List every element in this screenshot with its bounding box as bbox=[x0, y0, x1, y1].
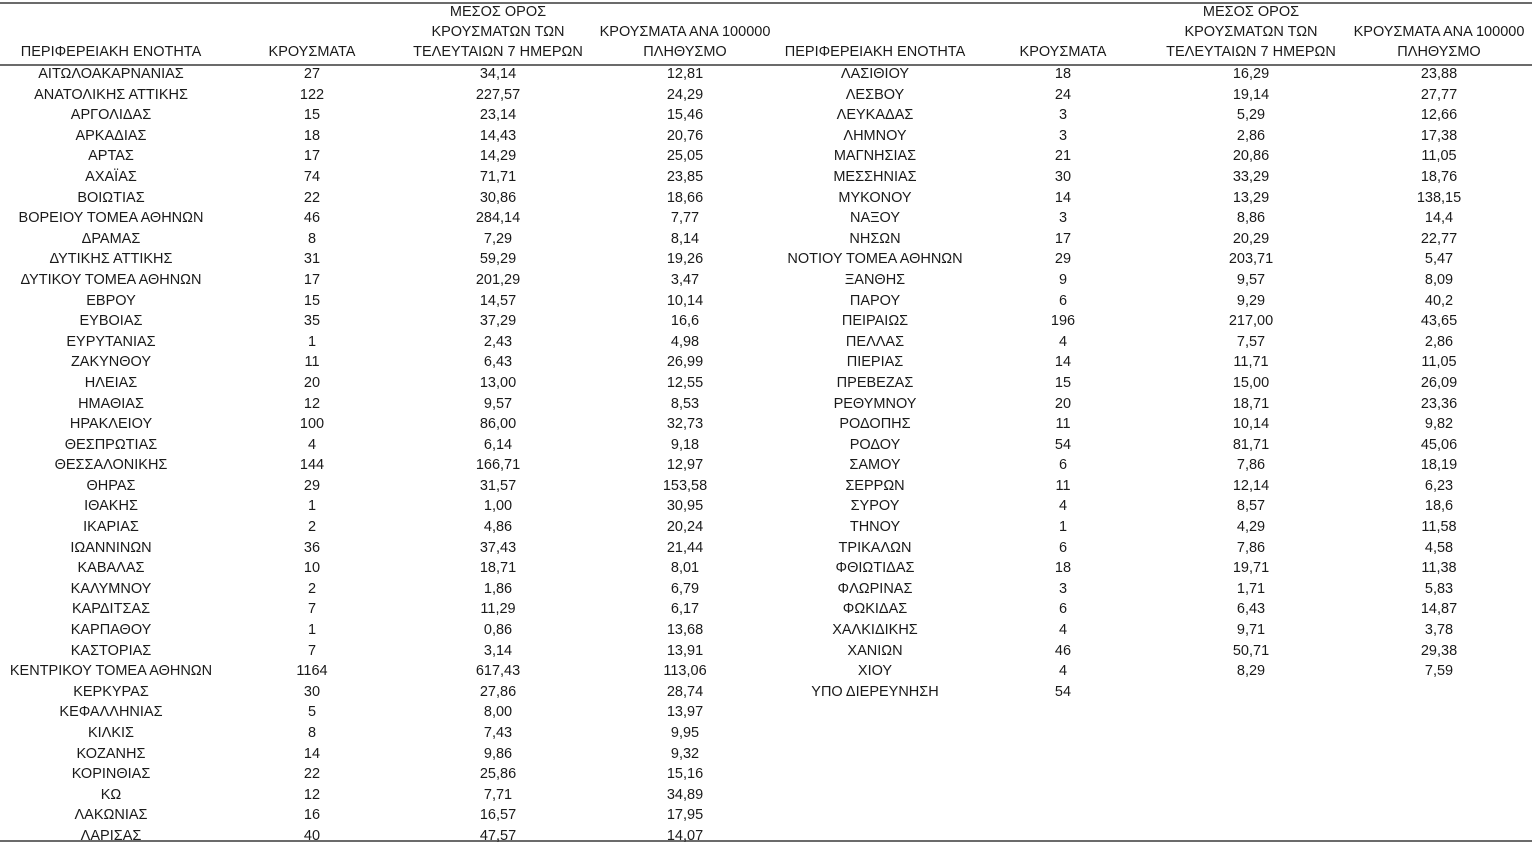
avg-cell: 37,29 bbox=[479, 313, 517, 330]
avg-cell: 9,71 bbox=[1236, 622, 1266, 639]
cases-cell: 1 bbox=[307, 622, 317, 639]
cases-cell: 122 bbox=[299, 86, 325, 103]
header-cases-right: ΚΡΟΥΣΜΑΤΑ bbox=[1019, 44, 1107, 60]
per100k-cell: 3,47 bbox=[670, 271, 700, 288]
per100k-cell: 18,6 bbox=[1424, 498, 1454, 515]
per100k-cell: 24,29 bbox=[666, 86, 704, 103]
avg-cell: 7,57 bbox=[1236, 333, 1266, 350]
region-cell: ΝΟΤΙΟΥ ΤΟΜΕΑ ΑΘΗΝΩΝ bbox=[787, 251, 963, 268]
per100k-cell: 40,2 bbox=[1424, 292, 1454, 309]
per100k-cell: 20,24 bbox=[666, 519, 704, 536]
column-region-right bbox=[775, 64, 975, 702]
avg-cell: 7,71 bbox=[483, 786, 513, 803]
cases-cell: 17 bbox=[303, 271, 321, 288]
avg-cell: 0,86 bbox=[483, 622, 513, 639]
per100k-cell: 4,98 bbox=[670, 333, 700, 350]
avg-cell: 9,57 bbox=[483, 395, 513, 412]
region-cell: ΠΕΙΡΑΙΩΣ bbox=[841, 313, 909, 330]
avg-cell: 81,71 bbox=[1232, 436, 1270, 453]
cases-cell: 20 bbox=[303, 374, 321, 391]
region-cell: ΚΕΦΑΛΛΗΝΙΑΣ bbox=[59, 704, 163, 721]
cases-cell: 31 bbox=[303, 251, 321, 268]
cases-cell: 11 bbox=[1055, 416, 1071, 433]
avg-cell bbox=[1151, 682, 1351, 703]
region-cell: ΒΟΙΩΤΙΑΣ bbox=[77, 189, 145, 206]
cases-cell: 4 bbox=[1058, 498, 1068, 515]
per100k-cell: 9,95 bbox=[670, 725, 700, 741]
cases-cell: 15 bbox=[303, 292, 321, 309]
region-cell: ΙΩΑΝΝΙΝΩΝ bbox=[70, 539, 152, 556]
region-cell: ΜΥΚΟΝΟΥ bbox=[838, 189, 912, 206]
cases-cell: 4 bbox=[1058, 333, 1068, 350]
per100k-cell: 5,47 bbox=[1424, 251, 1454, 268]
column-avg-right bbox=[1151, 64, 1351, 702]
per100k-cell: 18,76 bbox=[1420, 168, 1458, 185]
avg-cell: 10,14 bbox=[1232, 416, 1270, 433]
per100k-cell: 20,76 bbox=[666, 127, 704, 144]
per100k-cell: 2,86 bbox=[1424, 333, 1454, 350]
avg-cell: 20,86 bbox=[1232, 148, 1270, 165]
region-cell: ΜΕΣΣΗΝΙΑΣ bbox=[833, 168, 917, 185]
per100k-cell: 5,83 bbox=[1424, 580, 1454, 597]
region-cell: ΥΠΟ ΔΙΕΡΕΥΝΗΣΗ bbox=[811, 683, 939, 700]
region-cell: ΘΕΣΠΡΩΤΙΑΣ bbox=[64, 436, 158, 453]
avg-cell: 201,29 bbox=[475, 271, 521, 288]
per100k-cell: 8,14 bbox=[670, 230, 700, 247]
cases-cell: 1 bbox=[307, 333, 317, 350]
cases-cell: 20 bbox=[1054, 395, 1072, 412]
region-cell: ΔΡΑΜΑΣ bbox=[81, 230, 141, 247]
avg-cell: 31,57 bbox=[479, 477, 517, 494]
avg-cell: 7,29 bbox=[483, 230, 513, 247]
per100k-cell: 7,77 bbox=[670, 210, 700, 227]
avg-cell: 16,29 bbox=[1232, 66, 1270, 82]
avg-cell: 18,71 bbox=[479, 560, 517, 577]
cases-cell: 1 bbox=[1058, 519, 1068, 536]
region-cell: ΛΑΚΩΝΙΑΣ bbox=[74, 807, 148, 824]
avg-cell: 6,43 bbox=[1236, 601, 1266, 618]
region-cell: ΤΗΝΟΥ bbox=[849, 519, 901, 536]
cases-cell: 6 bbox=[1058, 292, 1068, 309]
cases-cell: 12 bbox=[303, 786, 321, 803]
cases-cell: 6 bbox=[1058, 539, 1068, 556]
cases-cell: 46 bbox=[303, 210, 321, 227]
region-cell: ΙΘΑΚΗΣ bbox=[84, 498, 138, 515]
cases-cell: 4 bbox=[1058, 622, 1068, 639]
cases-cell: 3 bbox=[1058, 127, 1068, 144]
region-cell: ΛΑΣΙΘΙΟΥ bbox=[840, 66, 910, 82]
region-cell: ΙΚΑΡΙΑΣ bbox=[83, 519, 139, 536]
cases-cell: 196 bbox=[1050, 313, 1076, 330]
region-cell: ΧΙΟΥ bbox=[857, 663, 893, 680]
header-per100k-left: ΚΡΟΥΣΜΑΤΑ ΑΝΑ 100000 ΠΛΗΘΥΣΜΟ bbox=[599, 24, 771, 60]
per100k-cell: 4,58 bbox=[1424, 539, 1454, 556]
avg-cell: 27,86 bbox=[479, 683, 517, 700]
avg-cell: 9,86 bbox=[483, 745, 513, 762]
avg-cell: 14,57 bbox=[479, 292, 517, 309]
cases-cell: 14 bbox=[1054, 189, 1072, 206]
per100k-cell: 8,01 bbox=[670, 560, 700, 577]
cases-cell: 144 bbox=[299, 457, 325, 474]
avg-cell: 166,71 bbox=[475, 457, 521, 474]
region-cell: ΡΕΘΥΜΝΟΥ bbox=[833, 395, 917, 412]
avg-cell: 37,43 bbox=[479, 539, 517, 556]
avg-cell: 16,57 bbox=[479, 807, 517, 824]
region-cell: ΕΥΡΥΤΑΝΙΑΣ bbox=[66, 333, 156, 350]
avg-cell: 1,86 bbox=[483, 580, 513, 597]
per100k-cell: 12,81 bbox=[666, 66, 704, 82]
cases-cell: 29 bbox=[303, 477, 321, 494]
region-cell: ΝΗΣΩΝ bbox=[849, 230, 901, 247]
region-cell: ΧΑΛΚΙΔΙΚΗΣ bbox=[832, 622, 918, 639]
per100k-cell: 6,23 bbox=[1424, 477, 1454, 494]
cases-cell: 30 bbox=[303, 683, 321, 700]
per100k-cell: 12,55 bbox=[666, 374, 704, 391]
region-cell: ΗΛΕΙΑΣ bbox=[84, 374, 138, 391]
header-per100k-right: ΚΡΟΥΣΜΑΤΑ ΑΝΑ 100000 ΠΛΗΘΥΣΜΟ bbox=[1353, 24, 1525, 60]
avg-cell: 4,86 bbox=[483, 519, 513, 536]
region-cell: ΚΑΒΑΛΑΣ bbox=[77, 560, 145, 577]
region-cell: ΚΟΡΙΝΘΙΑΣ bbox=[71, 766, 151, 783]
avg-cell: 11,29 bbox=[480, 601, 516, 618]
per100k-cell: 14,4 bbox=[1424, 210, 1454, 227]
region-cell: ΤΡΙΚΑΛΩΝ bbox=[838, 539, 912, 556]
column-cases-left bbox=[222, 64, 402, 847]
avg-cell: 71,71 bbox=[479, 168, 517, 185]
cases-cell: 12 bbox=[303, 395, 321, 412]
cases-cell: 6 bbox=[1058, 601, 1068, 618]
avg-cell: 227,57 bbox=[475, 86, 521, 103]
avg-cell: 9,29 bbox=[1236, 292, 1266, 309]
per100k-cell: 11,38 bbox=[1421, 560, 1457, 577]
cases-cell: 8 bbox=[307, 725, 317, 741]
avg-cell: 12,14 bbox=[1232, 477, 1270, 494]
per100k-cell: 23,88 bbox=[1420, 66, 1458, 82]
avg-cell: 8,00 bbox=[483, 704, 513, 721]
region-cell: ΦΩΚΙΔΑΣ bbox=[842, 601, 908, 618]
per100k-cell: 22,77 bbox=[1420, 230, 1458, 247]
cases-cell: 14 bbox=[303, 745, 321, 762]
avg-cell: 50,71 bbox=[1232, 642, 1270, 659]
region-cell: ΡΟΔΟΠΗΣ bbox=[839, 416, 911, 433]
per100k-cell: 6,79 bbox=[670, 580, 700, 597]
region-cell: ΜΑΓΝΗΣΙΑΣ bbox=[833, 148, 917, 165]
per100k-cell: 8,53 bbox=[670, 395, 700, 412]
cases-cell: 15 bbox=[303, 107, 321, 124]
avg-cell: 8,29 bbox=[1236, 663, 1266, 680]
region-cell: ΒΟΡΕΙΟΥ ΤΟΜΕΑ ΑΘΗΝΩΝ bbox=[18, 210, 204, 227]
per100k-cell: 16,6 bbox=[670, 313, 700, 330]
cases-cell: 27 bbox=[303, 66, 321, 82]
cases-cell: 14 bbox=[1054, 354, 1072, 371]
region-cell: ΛΕΣΒΟΥ bbox=[845, 86, 905, 103]
per100k-cell: 19,26 bbox=[666, 251, 704, 268]
column-avg-left bbox=[402, 64, 594, 847]
avg-cell: 6,43 bbox=[483, 354, 513, 371]
cases-cell: 3 bbox=[1058, 580, 1068, 597]
cases-cell: 54 bbox=[1054, 683, 1072, 700]
region-cell: ΠΙΕΡΙΑΣ bbox=[846, 354, 904, 371]
avg-cell: 2,86 bbox=[1236, 127, 1266, 144]
cases-cell: 16 bbox=[303, 807, 321, 824]
avg-cell: 8,57 bbox=[1236, 498, 1266, 515]
region-cell: ΗΡΑΚΛΕΙΟΥ bbox=[69, 416, 153, 433]
region-cell: ΚΕΡΚΥΡΑΣ bbox=[73, 683, 149, 700]
region-cell: ΛΑΡΙΣΑΣ bbox=[80, 827, 142, 844]
per100k-cell: 13,97 bbox=[666, 704, 704, 721]
per100k-cell: 11,05 bbox=[1421, 148, 1457, 165]
per100k-cell: 10,14 bbox=[666, 292, 704, 309]
per100k-cell: 14,87 bbox=[1420, 601, 1458, 618]
cases-cell: 2 bbox=[307, 580, 317, 597]
region-cell: ΚΕΝΤΡΙΚΟΥ ΤΟΜΕΑ ΑΘΗΝΩΝ bbox=[9, 663, 213, 680]
region-cell: ΘΗΡΑΣ bbox=[86, 477, 136, 494]
region-cell: ΛΕΥΚΑΔΑΣ bbox=[836, 107, 914, 124]
region-cell: ΚΙΛΚΙΣ bbox=[87, 725, 135, 741]
per100k-cell: 43,65 bbox=[1420, 313, 1458, 330]
avg-cell: 217,00 bbox=[1228, 313, 1274, 330]
region-cell: ΠΕΛΛΑΣ bbox=[845, 333, 905, 350]
per100k-cell: 23,36 bbox=[1420, 395, 1458, 412]
cases-cell: 36 bbox=[303, 539, 321, 556]
cases-cell: 5 bbox=[307, 704, 317, 721]
per100k-cell: 138,15 bbox=[1416, 189, 1462, 206]
per100k-cell: 13,68 bbox=[666, 622, 704, 639]
avg-cell: 15,00 bbox=[1232, 374, 1270, 391]
region-cell: ΛΗΜΝΟΥ bbox=[843, 127, 907, 144]
region-cell: ΑΡΚΑΔΙΑΣ bbox=[75, 127, 147, 144]
region-cell: ΑΡΤΑΣ bbox=[88, 148, 134, 165]
avg-cell: 3,14 bbox=[483, 642, 513, 659]
cases-cell: 22 bbox=[303, 189, 321, 206]
cases-cell: 46 bbox=[1054, 642, 1072, 659]
region-cell: ΑΧΑΪΑΣ bbox=[85, 168, 137, 185]
column-per100k-left bbox=[590, 64, 780, 847]
avg-cell: 7,86 bbox=[1236, 539, 1266, 556]
per100k-cell: 7,59 bbox=[1424, 663, 1454, 680]
region-cell: ΠΡΕΒΕΖΑΣ bbox=[836, 374, 914, 391]
avg-cell: 19,14 bbox=[1232, 86, 1270, 103]
avg-cell: 14,43 bbox=[479, 127, 517, 144]
region-cell: ΣΥΡΟΥ bbox=[850, 498, 900, 515]
avg-cell: 8,86 bbox=[1236, 210, 1266, 227]
per100k-cell: 12,97 bbox=[666, 457, 704, 474]
avg-cell: 7,86 bbox=[1236, 457, 1266, 474]
cases-cell: 40 bbox=[303, 827, 321, 844]
region-cell: ΦΘΙΩΤΙΔΑΣ bbox=[835, 560, 915, 577]
cases-cell: 10 bbox=[303, 560, 321, 577]
cases-cell: 100 bbox=[299, 416, 325, 433]
region-cell: ΚΑΣΤΟΡΙΑΣ bbox=[70, 642, 152, 659]
region-cell: ΘΕΣΣΑΛΟΝΙΚΗΣ bbox=[54, 457, 168, 474]
per100k-cell bbox=[1342, 682, 1536, 703]
per100k-cell: 17,95 bbox=[666, 807, 704, 824]
region-cell: ΑΡΓΟΛΙΔΑΣ bbox=[70, 107, 152, 124]
region-cell: ΝΑΞΟΥ bbox=[849, 210, 901, 227]
per100k-cell: 3,78 bbox=[1424, 622, 1454, 639]
avg-cell: 4,29 bbox=[1236, 519, 1266, 536]
avg-cell: 1,00 bbox=[483, 498, 513, 515]
region-cell: ΖΑΚΥΝΘΟΥ bbox=[70, 354, 152, 371]
cases-cell: 17 bbox=[1054, 230, 1072, 247]
cases-cell: 11 bbox=[1055, 477, 1071, 494]
cases-cell: 4 bbox=[1058, 663, 1068, 680]
avg-cell: 59,29 bbox=[479, 251, 517, 268]
region-cell: ΚΩ bbox=[100, 786, 122, 803]
per100k-cell: 30,95 bbox=[666, 498, 704, 515]
avg-cell: 203,71 bbox=[1228, 251, 1274, 268]
per100k-cell: 23,85 bbox=[666, 168, 704, 185]
cases-cell: 3 bbox=[1058, 107, 1068, 124]
region-cell: ΔΥΤΙΚΟΥ ΤΟΜΕΑ ΑΘΗΝΩΝ bbox=[20, 271, 202, 288]
cases-cell: 35 bbox=[303, 313, 321, 330]
avg-cell: 23,14 bbox=[479, 107, 517, 124]
column-cases-right bbox=[975, 64, 1151, 702]
per100k-cell: 6,17 bbox=[670, 601, 700, 618]
per100k-cell: 45,06 bbox=[1420, 436, 1458, 453]
per100k-cell: 26,09 bbox=[1420, 374, 1458, 391]
cases-cell: 18 bbox=[303, 127, 321, 144]
avg-cell: 30,86 bbox=[479, 189, 517, 206]
region-cell: ΚΟΖΑΝΗΣ bbox=[76, 745, 146, 762]
cases-cell: 6 bbox=[1058, 457, 1068, 474]
avg-cell: 2,43 bbox=[483, 333, 513, 350]
region-cell: ΑΝΑΤΟΛΙΚΗΣ ΑΤΤΙΚΗΣ bbox=[34, 86, 188, 103]
region-cell: ΞΑΝΘΗΣ bbox=[844, 271, 906, 288]
region-cell: ΣΕΡΡΩΝ bbox=[845, 477, 905, 494]
avg-cell: 47,57 bbox=[479, 827, 517, 844]
avg-cell: 6,14 bbox=[483, 436, 513, 453]
per100k-cell: 11,05 bbox=[1421, 354, 1457, 371]
region-cell: ΗΜΑΘΙΑΣ bbox=[78, 395, 144, 412]
per100k-cell: 25,05 bbox=[666, 148, 704, 165]
region-cell: ΠΑΡΟΥ bbox=[849, 292, 901, 309]
per100k-cell: 9,32 bbox=[670, 745, 700, 762]
per100k-cell: 28,74 bbox=[666, 683, 704, 700]
region-cell: ΣΑΜΟΥ bbox=[849, 457, 901, 474]
per100k-cell: 9,18 bbox=[670, 436, 700, 453]
avg-cell: 1,71 bbox=[1236, 580, 1266, 597]
cases-cell: 1 bbox=[307, 498, 317, 515]
region-cell: ΔΥΤΙΚΗΣ ΑΤΤΙΚΗΣ bbox=[49, 251, 173, 268]
region-cell: ΧΑΝΙΩΝ bbox=[847, 642, 903, 659]
cases-cell: 18 bbox=[1054, 560, 1072, 577]
avg-cell: 11,71 bbox=[1233, 354, 1269, 371]
per100k-cell: 18,66 bbox=[666, 189, 704, 206]
per100k-cell: 26,99 bbox=[666, 354, 704, 371]
cases-cell: 7 bbox=[307, 601, 317, 618]
avg-cell: 617,43 bbox=[475, 663, 521, 680]
header-cases-left: ΚΡΟΥΣΜΑΤΑ bbox=[268, 44, 356, 60]
cases-cell: 3 bbox=[1058, 210, 1068, 227]
avg-cell: 13,00 bbox=[479, 374, 517, 391]
avg-cell: 20,29 bbox=[1232, 230, 1270, 247]
per100k-cell: 21,44 bbox=[666, 539, 704, 556]
region-cell: ΕΒΡΟΥ bbox=[86, 292, 136, 309]
avg-cell: 9,57 bbox=[1236, 271, 1266, 288]
cases-cell: 15 bbox=[1054, 374, 1072, 391]
per100k-cell: 113,06 bbox=[663, 663, 707, 680]
cases-cell: 24 bbox=[1054, 86, 1072, 103]
avg-cell: 13,29 bbox=[1232, 189, 1270, 206]
avg-cell: 34,14 bbox=[479, 66, 517, 82]
per100k-cell: 15,46 bbox=[666, 107, 704, 124]
avg-cell: 284,14 bbox=[475, 210, 521, 227]
cases-cell: 21 bbox=[1054, 148, 1072, 165]
avg-cell: 25,86 bbox=[479, 766, 517, 783]
cases-cell: 30 bbox=[1054, 168, 1072, 185]
cases-cell: 17 bbox=[303, 148, 321, 165]
per100k-cell: 11,58 bbox=[1421, 519, 1457, 536]
header-region-left: ΠΕΡΙΦΕΡΕΙΑΚΗ ΕΝΟΤΗΤΑ bbox=[20, 44, 202, 60]
per100k-cell: 15,16 bbox=[666, 766, 704, 783]
per100k-cell: 34,89 bbox=[666, 786, 704, 803]
cases-cell: 7 bbox=[307, 642, 317, 659]
per100k-cell: 8,09 bbox=[1424, 271, 1454, 288]
region-cell: ΚΑΛΥΜΝΟΥ bbox=[70, 580, 152, 597]
cases-cell: 29 bbox=[1054, 251, 1072, 268]
cases-cell: 9 bbox=[1058, 271, 1068, 288]
cases-cell: 4 bbox=[307, 436, 317, 453]
per100k-cell: 27,77 bbox=[1420, 86, 1458, 103]
cases-cell: 74 bbox=[303, 168, 321, 185]
avg-cell: 18,71 bbox=[1232, 395, 1270, 412]
region-cell: ΑΙΤΩΛΟΑΚΑΡΝΑΝΙΑΣ bbox=[38, 66, 184, 82]
avg-cell: 14,29 bbox=[479, 148, 517, 165]
per100k-cell: 18,19 bbox=[1420, 457, 1458, 474]
header-region-right: ΠΕΡΙΦΕΡΕΙΑΚΗ ΕΝΟΤΗΤΑ bbox=[784, 44, 966, 60]
per100k-cell: 13,91 bbox=[666, 642, 704, 659]
per100k-cell: 14,07 bbox=[666, 827, 704, 844]
avg-cell: 33,29 bbox=[1232, 168, 1270, 185]
cases-cell: 22 bbox=[303, 766, 321, 783]
column-per100k-right bbox=[1342, 64, 1536, 702]
per100k-cell: 153,58 bbox=[662, 477, 708, 494]
cases-cell: 11 bbox=[304, 354, 320, 371]
cases-cell: 1164 bbox=[296, 663, 328, 680]
cases-cell: 2 bbox=[307, 519, 317, 536]
cases-cell: 8 bbox=[307, 230, 317, 247]
header-avg-left: ΜΕΣΟΣ ΟΡΟΣ ΚΡΟΥΣΜΑΤΩΝ ΤΩΝ ΤΕΛΕΥΤΑΙΩΝ 7 ΗΜΕΡΩΝ bbox=[413, 4, 583, 60]
region-cell: ΡΟΔΟΥ bbox=[849, 436, 901, 453]
per100k-cell: 9,82 bbox=[1424, 416, 1454, 433]
avg-cell: 19,71 bbox=[1232, 560, 1270, 577]
avg-cell: 7,43 bbox=[483, 725, 513, 741]
region-cell: ΚΑΡΠΑΘΟΥ bbox=[70, 622, 152, 639]
avg-cell: 86,00 bbox=[479, 416, 517, 433]
region-cell: ΚΑΡΔΙΤΣΑΣ bbox=[71, 601, 151, 618]
per100k-cell: 12,66 bbox=[1420, 107, 1458, 124]
per100k-cell: 17,38 bbox=[1420, 127, 1458, 144]
avg-cell: 5,29 bbox=[1236, 107, 1266, 124]
cases-cell: 18 bbox=[1054, 66, 1072, 82]
per100k-cell: 29,38 bbox=[1420, 642, 1458, 659]
header-avg-right: ΜΕΣΟΣ ΟΡΟΣ ΚΡΟΥΣΜΑΤΩΝ ΤΩΝ ΤΕΛΕΥΤΑΙΩΝ 7 ΗΜΕΡΩΝ bbox=[1166, 4, 1336, 60]
cases-cell: 54 bbox=[1054, 436, 1072, 453]
region-cell: ΦΛΩΡΙΝΑΣ bbox=[837, 580, 913, 597]
region-cell: ΕΥΒΟΙΑΣ bbox=[79, 313, 143, 330]
column-region-left bbox=[0, 64, 222, 847]
per100k-cell: 32,73 bbox=[666, 416, 704, 433]
